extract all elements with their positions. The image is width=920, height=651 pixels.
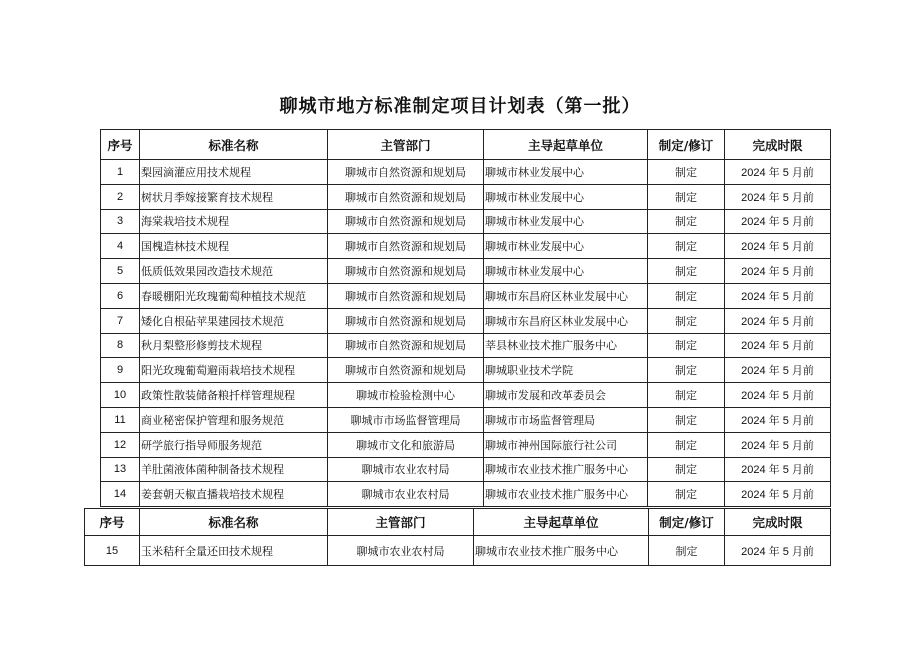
cell-org: 聊城市农业技术推广服务中心 [484, 482, 648, 507]
cell-name: 梨园滴灌应用技术规程 [140, 160, 328, 185]
cell-deadline: 2024 年 5 月前 [725, 457, 831, 482]
table-header-row [101, 130, 831, 160]
cell-name: 矮化自根砧苹果建园技术规范 [140, 308, 328, 333]
cell-org: 聊城市林业发展中心 [484, 209, 648, 234]
cell-deadline: 2024 年 5 月前 [725, 407, 831, 432]
cell-org: 聊城市林业发展中心 [484, 160, 648, 185]
cell-dept: 聊城市检验检测中心 [328, 383, 484, 408]
cell-type: 制定 [648, 160, 725, 185]
cell-deadline: 2024 年 5 月前 [725, 259, 831, 284]
cell-org: 聊城市市场监督管理局 [484, 407, 648, 432]
cell-dept: 聊城市自然资源和规划局 [328, 209, 484, 234]
cell-type: 制定 [648, 407, 725, 432]
cell-deadline: 2024 年 5 月前 [725, 234, 831, 259]
cell-dept: 聊城市自然资源和规划局 [328, 184, 484, 209]
table-row [101, 234, 831, 259]
cell-dept: 聊城市自然资源和规划局 [328, 283, 484, 308]
cell-type: 制定 [648, 234, 725, 259]
cell-deadline: 2024 年 5 月前 [725, 209, 831, 234]
cell-seq: 13 [101, 457, 140, 482]
cell-deadline: 2024 年 5 月前 [725, 333, 831, 358]
table-row [101, 308, 831, 333]
cell-deadline: 2024 年 5 月前 [725, 432, 831, 457]
cell-name: 春暖棚阳光玫瑰葡萄种植技术规范 [140, 283, 328, 308]
standards-table [100, 129, 831, 507]
cell-name: 海棠栽培技术规程 [140, 209, 328, 234]
cell-name: 树状月季嫁接繁育技术规程 [140, 184, 328, 209]
header-name: 标准名称 [140, 509, 328, 536]
cell-seq: 9 [101, 358, 140, 383]
cell-org: 聊城市农业技术推广服务中心 [474, 536, 649, 566]
cell-dept: 聊城市自然资源和规划局 [328, 160, 484, 185]
header-name: 标准名称 [140, 130, 328, 160]
table-row [101, 283, 831, 308]
cell-deadline: 2024 年 5 月前 [725, 536, 831, 566]
cell-deadline: 2024 年 5 月前 [725, 283, 831, 308]
cell-dept: 聊城市自然资源和规划局 [328, 358, 484, 383]
cell-name: 政策性散装储备粮扦样管理规程 [140, 383, 328, 408]
cell-org: 聊城市发展和改革委员会 [484, 383, 648, 408]
cell-seq: 6 [101, 283, 140, 308]
cell-name: 姜套朝天椒直播栽培技术规程 [140, 482, 328, 507]
cell-seq: 2 [101, 184, 140, 209]
cell-type: 制定 [648, 259, 725, 284]
header-org: 主导起草单位 [474, 509, 649, 536]
table-row [101, 160, 831, 185]
cell-deadline: 2024 年 5 月前 [725, 358, 831, 383]
cell-seq: 8 [101, 333, 140, 358]
cell-dept: 聊城市农业农村局 [328, 457, 484, 482]
header-deadline: 完成时限 [725, 509, 831, 536]
cell-name: 玉米秸秆全量还田技术规程 [140, 536, 328, 566]
cell-seq: 14 [101, 482, 140, 507]
cell-type: 制定 [648, 333, 725, 358]
table-row [101, 457, 831, 482]
cell-seq: 15 [85, 536, 140, 566]
table-row [101, 259, 831, 284]
cell-type: 制定 [648, 184, 725, 209]
cell-seq: 5 [101, 259, 140, 284]
table-row [101, 333, 831, 358]
cell-dept: 聊城市自然资源和规划局 [328, 308, 484, 333]
table-row [101, 432, 831, 457]
cell-type: 制定 [648, 209, 725, 234]
header-dept: 主管部门 [328, 509, 474, 536]
table-row [101, 209, 831, 234]
cell-seq: 10 [101, 383, 140, 408]
cell-type: 制定 [648, 358, 725, 383]
cell-type: 制定 [648, 457, 725, 482]
cell-org: 聊城市林业发展中心 [484, 259, 648, 284]
cell-dept: 聊城市农业农村局 [328, 482, 484, 507]
cell-deadline: 2024 年 5 月前 [725, 308, 831, 333]
cell-name: 阳光玫瑰葡萄避雨栽培技术规程 [140, 358, 328, 383]
table-row [101, 407, 831, 432]
table-row [101, 383, 831, 408]
header-deadline: 完成时限 [725, 130, 831, 160]
cell-dept: 聊城市市场监督管理局 [328, 407, 484, 432]
cell-seq: 12 [101, 432, 140, 457]
cell-seq: 1 [101, 160, 140, 185]
table-row [85, 536, 831, 566]
cell-org: 聊城市东昌府区林业发展中心 [484, 283, 648, 308]
cell-dept: 聊城市农业农村局 [328, 536, 474, 566]
cell-type: 制定 [648, 482, 725, 507]
header-seq: 序号 [85, 509, 140, 536]
cell-deadline: 2024 年 5 月前 [725, 383, 831, 408]
cell-name: 国槐造林技术规程 [140, 234, 328, 259]
cell-name: 低质低效果园改造技术规范 [140, 259, 328, 284]
header-type: 制定/修订 [649, 509, 725, 536]
cell-org: 聊城市神州国际旅行社公司 [484, 432, 648, 457]
header-seq: 序号 [101, 130, 140, 160]
cell-deadline: 2024 年 5 月前 [725, 184, 831, 209]
cell-dept: 聊城市自然资源和规划局 [328, 333, 484, 358]
cell-name: 秋月梨整形修剪技术规程 [140, 333, 328, 358]
table-row [101, 184, 831, 209]
cell-deadline: 2024 年 5 月前 [725, 482, 831, 507]
table-row [101, 358, 831, 383]
cell-org: 聊城市林业发展中心 [484, 234, 648, 259]
table-header-row [85, 509, 831, 536]
table-row [101, 482, 831, 507]
cell-dept: 聊城市文化和旅游局 [328, 432, 484, 457]
cell-type: 制定 [648, 308, 725, 333]
cell-seq: 11 [101, 407, 140, 432]
cell-deadline: 2024 年 5 月前 [725, 160, 831, 185]
header-type: 制定/修订 [648, 130, 725, 160]
cell-org: 聊城职业技术学院 [484, 358, 648, 383]
cell-seq: 4 [101, 234, 140, 259]
cell-type: 制定 [648, 432, 725, 457]
header-org: 主导起草单位 [484, 130, 648, 160]
cell-seq: 3 [101, 209, 140, 234]
cell-type: 制定 [648, 383, 725, 408]
cell-type: 制定 [649, 536, 725, 566]
cell-org: 聊城市东昌府区林业发展中心 [484, 308, 648, 333]
cell-seq: 7 [101, 308, 140, 333]
standards-table-continued [84, 508, 831, 566]
cell-name: 研学旅行指导师服务规范 [140, 432, 328, 457]
page-title: 聊城市地方标准制定项目计划表（第一批） [279, 96, 641, 117]
cell-type: 制定 [648, 283, 725, 308]
cell-name: 商业秘密保护管理和服务规范 [140, 407, 328, 432]
cell-org: 聊城市林业发展中心 [484, 184, 648, 209]
cell-org: 聊城市农业技术推广服务中心 [484, 457, 648, 482]
cell-dept: 聊城市自然资源和规划局 [328, 259, 484, 284]
header-dept: 主管部门 [328, 130, 484, 160]
cell-name: 羊肚菌液体菌种制备技术规程 [140, 457, 328, 482]
cell-dept: 聊城市自然资源和规划局 [328, 234, 484, 259]
cell-org: 莘县林业技术推广服务中心 [484, 333, 648, 358]
